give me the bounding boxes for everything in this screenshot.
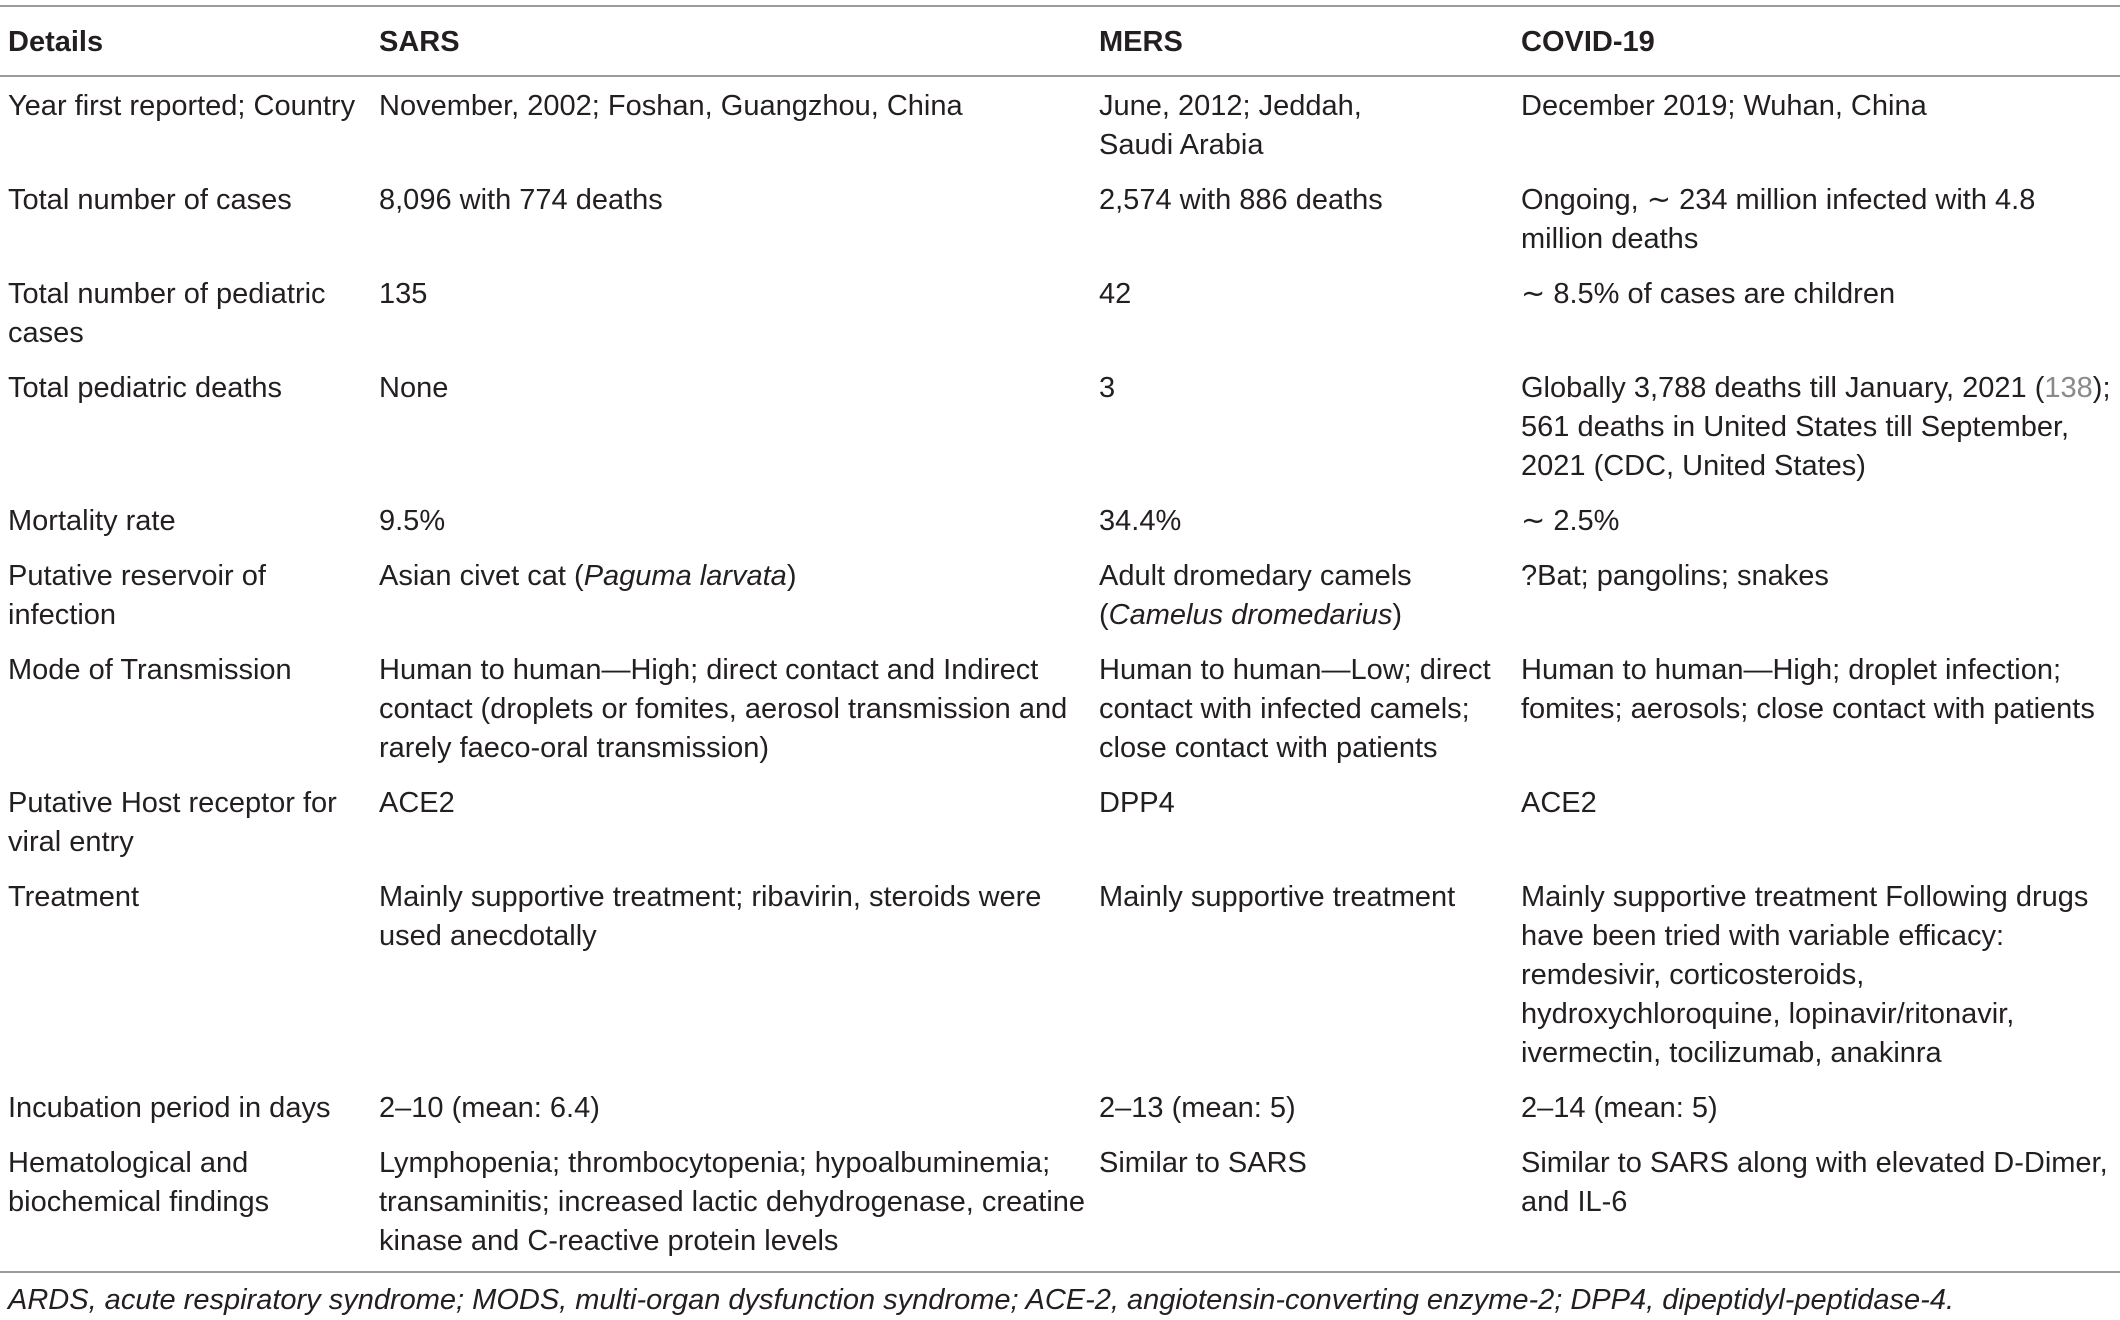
sars-cell: 9.5% (379, 505, 446, 537)
sars-text-post: ) (786, 560, 797, 592)
header-covid: COVID-19 (1521, 26, 1655, 58)
row-detail: Treatment (8, 881, 140, 913)
sars-cell: None (379, 372, 449, 404)
table-row (0, 643, 2120, 776)
table-row (0, 173, 2120, 267)
table-row (0, 267, 2120, 361)
row-detail: Mode of Transmission (8, 654, 292, 686)
table-row (0, 494, 2120, 549)
sars-text-pre: Asian civet cat ( (379, 560, 584, 592)
row-detail: Total number of pediatric cases (8, 278, 326, 349)
mers-cell: 42 (1099, 278, 1132, 310)
covid-cell: Mainly supportive treatment Following drugs have been tried with variable efficacy: remdesivir, corticosteroids, hydroxychloroquine, lopinavir/ritonavir, ivermectin, tocilizumab, anakinra (1521, 881, 2089, 1069)
mers-cell: 34.4% (1099, 505, 1182, 537)
species-name: Paguma larvata (583, 560, 787, 592)
sars-cell: ACE2 (379, 787, 455, 819)
mers-cell: June, 2012; Jeddah, Saudi Arabia (1099, 90, 1362, 161)
header-sars: SARS (379, 26, 460, 58)
row-detail: Putative reservoir of infection (8, 560, 266, 631)
sars-cell (371, 549, 1091, 643)
mers-cell: Similar to SARS (1099, 1147, 1307, 1179)
covid-cell: 2–14 (mean: 5) (1521, 1092, 1718, 1124)
covid-cell: Similar to SARS along with elevated D-Dimer, and IL-6 (1521, 1147, 2108, 1218)
covid-text-post: ); 561 deaths in United States till September, 2021 (CDC, United States) (1521, 372, 2111, 482)
sars-cell: 135 (379, 278, 428, 310)
mers-cell: 3 (1099, 372, 1116, 404)
reference-link[interactable]: 138 (2044, 372, 2093, 404)
row-detail: Year first reported; Country (8, 90, 356, 122)
covid-cell (1513, 361, 2120, 494)
sars-cell: November, 2002; Foshan, Guangzhou, China (379, 90, 963, 122)
table-row (0, 361, 2120, 494)
covid-cell: December 2019; Wuhan, China (1521, 90, 1927, 122)
row-detail: Total pediatric deaths (8, 372, 283, 404)
table-row (0, 76, 2120, 173)
table-row (0, 776, 2120, 870)
row-detail: Mortality rate (8, 505, 176, 537)
row-detail: Putative Host receptor for viral entry (8, 787, 337, 858)
table-header-row (0, 6, 2120, 76)
comparison-table (0, 5, 2120, 1273)
mers-text-pre: Adult dromedary camels ( (1099, 560, 1412, 631)
table-row (0, 1081, 2120, 1136)
covid-cell: ?Bat; pangolins; snakes (1521, 560, 1829, 592)
mers-cell: Human to human—Low; direct contact with infected camels; close contact with patients (1099, 654, 1491, 764)
covid-cell: ∼ 2.5% (1521, 505, 1620, 537)
species-name: Camelus dromedarius (1108, 599, 1393, 631)
sars-cell: 8,096 with 774 deaths (379, 184, 663, 216)
row-detail: Total number of cases (8, 184, 292, 216)
header-details: Details (8, 26, 104, 58)
row-detail: Hematological and biochemical findings (8, 1147, 270, 1218)
sars-cell: Human to human—High; direct contact and Indirect contact (droplets or fomites, aerosol transmission and rarely faeco-oral transmission) (379, 654, 1068, 764)
mers-cell: 2–13 (mean: 5) (1099, 1092, 1296, 1124)
mers-cell: 2,574 with 886 deaths (1099, 184, 1383, 216)
covid-text-pre: Globally 3,788 deaths till January, 2021 ( (1521, 372, 2045, 404)
sars-cell: 2–10 (mean: 6.4) (379, 1092, 600, 1124)
row-detail: Incubation period in days (8, 1092, 331, 1124)
mers-text-post: ) (1392, 599, 1403, 631)
sars-cell: Lymphopenia; thrombocytopenia; hypoalbuminemia; transaminitis; increased lactic dehydrogenase, creatine kinase and C-reactive protein levels (379, 1147, 1086, 1257)
table-row (0, 1136, 2120, 1272)
covid-cell: ∼ 8.5% of cases are children (1521, 278, 1896, 310)
comparison-table-container (0, 5, 2120, 1320)
covid-cell: Human to human—High; droplet infection; fomites; aerosols; close contact with patients (1521, 654, 2095, 725)
table-footnote: ARDS, acute respiratory syndrome; MODS, multi-organ dysfunction syndrome; ACE-2, angiotensin-converting enzyme-2; DPP4, dipeptidyl-peptidase-4. (8, 1284, 1955, 1316)
mers-cell (1091, 549, 1513, 643)
mers-cell: DPP4 (1099, 787, 1175, 819)
sars-cell: Mainly supportive treatment; ribavirin, steroids were used anecdotally (379, 881, 1042, 952)
header-mers: MERS (1099, 26, 1183, 58)
table-row (0, 549, 2120, 643)
covid-cell: Ongoing, ∼ 234 million infected with 4.8 million deaths (1521, 184, 2036, 255)
mers-cell: Mainly supportive treatment (1099, 881, 1456, 913)
table-row (0, 870, 2120, 1081)
covid-cell: ACE2 (1521, 787, 1597, 819)
